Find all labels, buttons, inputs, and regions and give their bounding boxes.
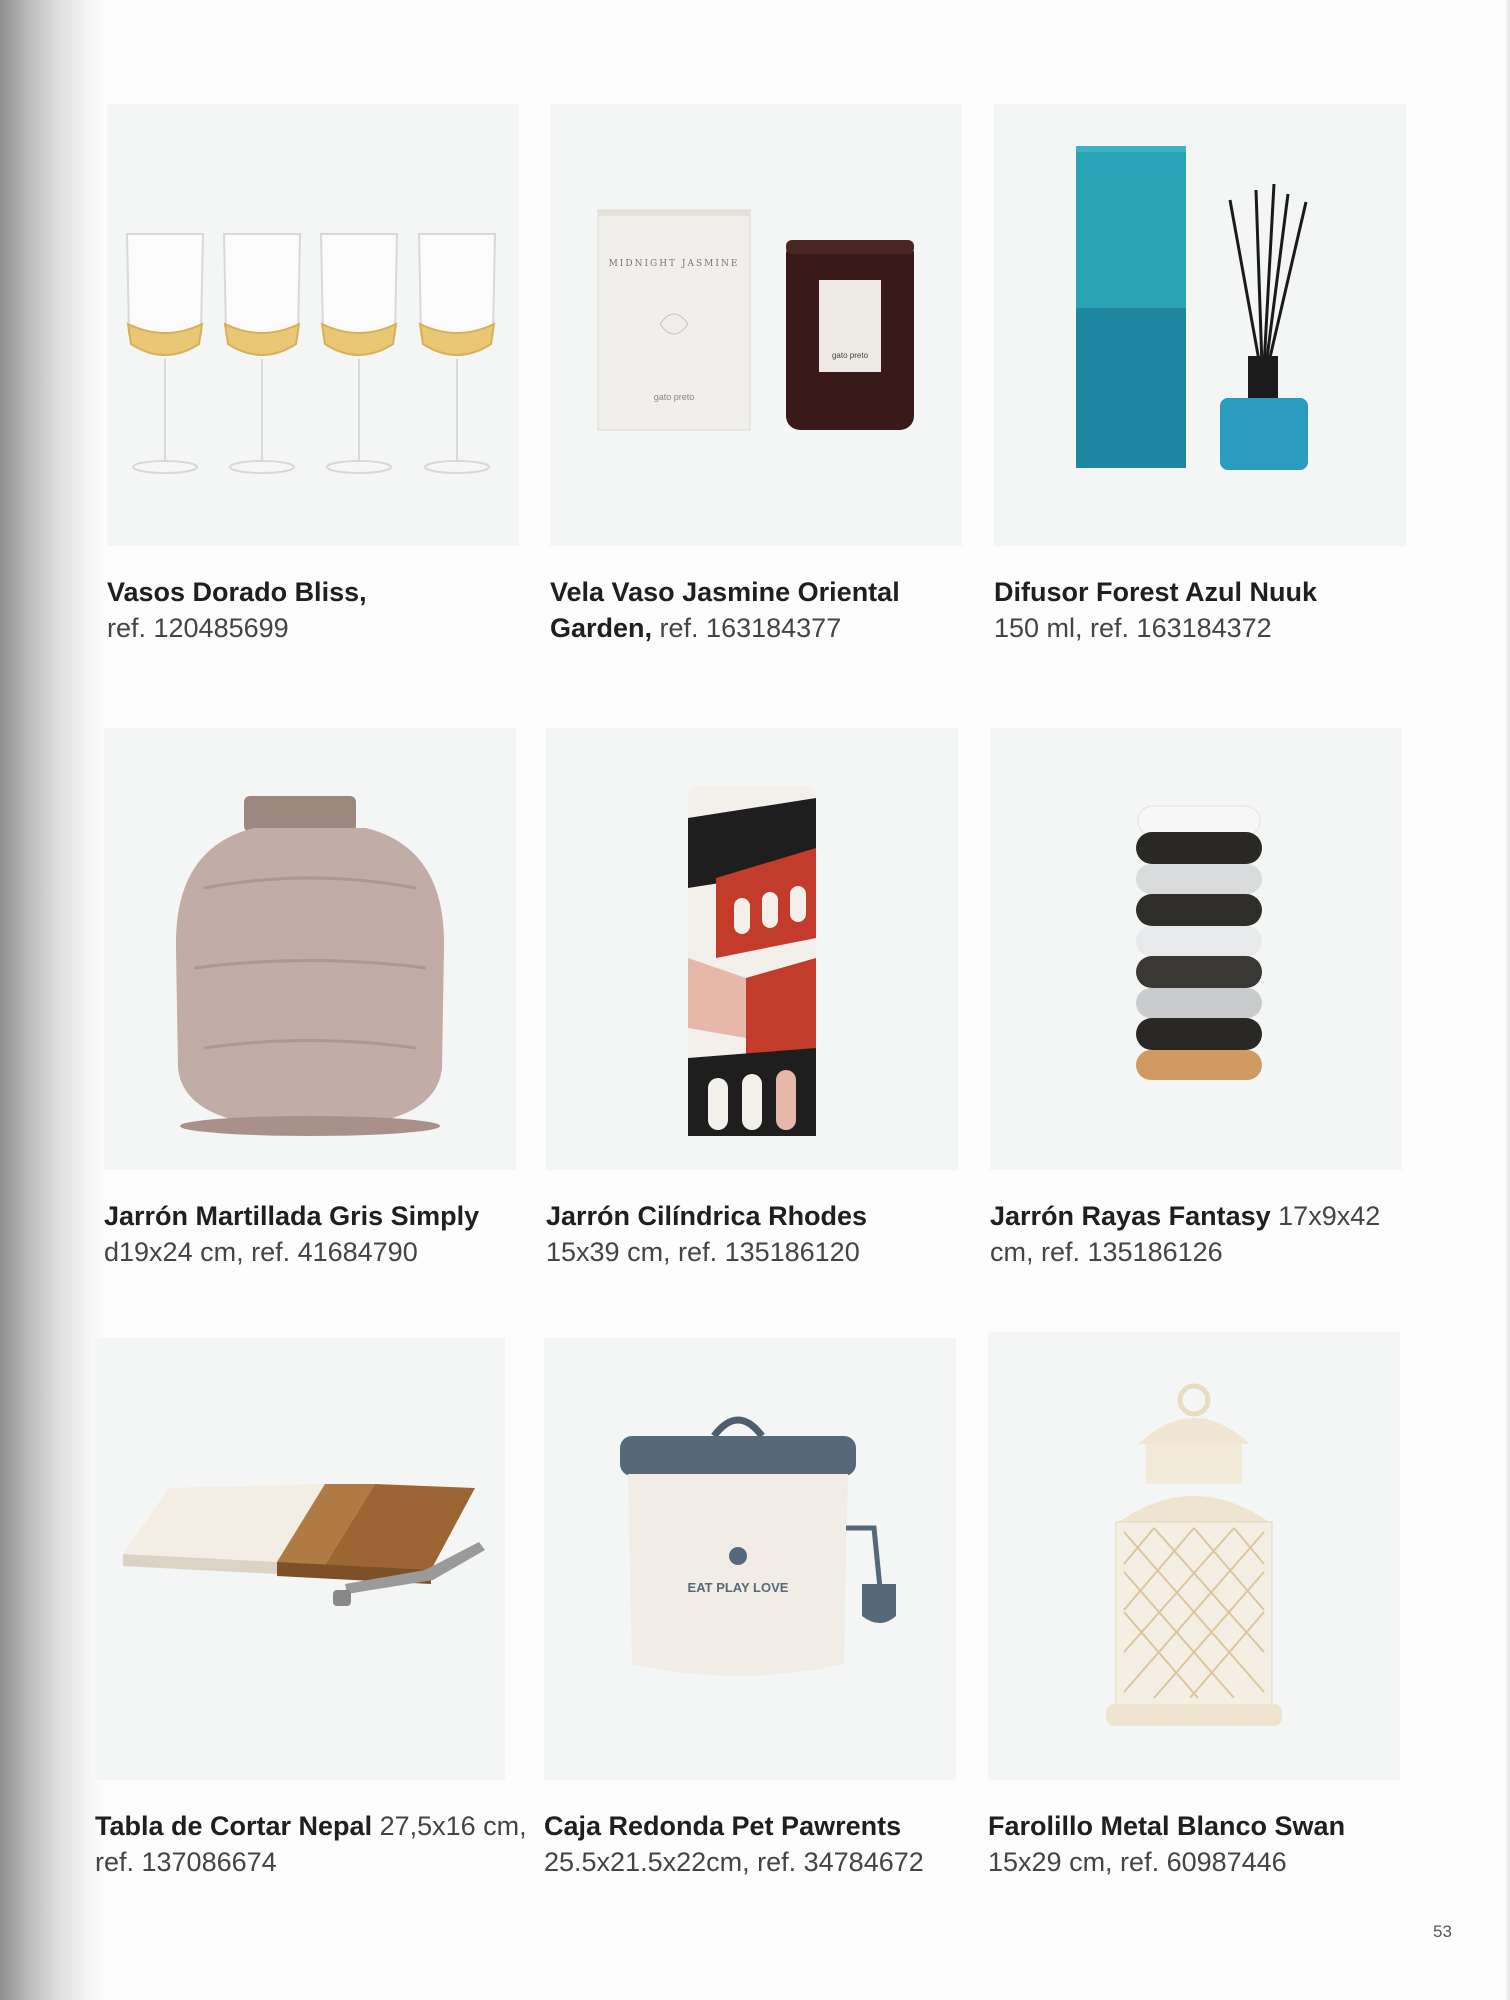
product-photo-glasses	[107, 104, 519, 546]
product-name: Caja Redonda Pet Pawrents	[544, 1811, 902, 1841]
jar-brand-text: gato preto	[831, 351, 869, 360]
striped-vase-illustration	[990, 728, 1402, 1170]
product-photo-diffuser	[994, 104, 1406, 546]
product-detail: ref. 120485699	[107, 613, 289, 643]
wine-glasses-illustration	[107, 104, 519, 546]
hammered-vase-illustration	[104, 728, 516, 1170]
product-name: Jarrón Rayas Fantasy	[990, 1201, 1271, 1231]
candle-illustration	[550, 104, 962, 546]
product-detail: 15x29 cm, ref. 60987446	[988, 1847, 1287, 1877]
product-caption	[107, 574, 547, 646]
cylinder-vase-illustration	[546, 728, 958, 1170]
product-name: Farolillo Metal Blanco Swan	[988, 1811, 1346, 1841]
product-photo-lantern	[988, 1332, 1400, 1780]
lantern-illustration	[988, 1332, 1400, 1774]
product-name: Tabla de Cortar Nepal	[95, 1811, 373, 1841]
tin-text: EAT PLAY LOVE	[687, 1580, 789, 1595]
page-edge	[1504, 0, 1510, 2000]
diffuser-illustration	[994, 104, 1406, 546]
product-caption	[550, 574, 990, 646]
product-detail: 27,5x16 cm, ref. 137086674	[95, 1811, 527, 1877]
product-detail: ref. 163184377	[659, 613, 842, 643]
product-name: Vela Vaso Jasmine Oriental Garden,	[550, 577, 900, 643]
book-spine-shadow	[0, 0, 105, 2000]
product-caption	[994, 574, 1434, 646]
product-caption	[544, 1808, 984, 1880]
product-detail: d19x24 cm, ref. 41684790	[104, 1237, 418, 1267]
product-photo-hammered-vase	[104, 728, 516, 1170]
product-caption	[95, 1808, 535, 1880]
product-caption	[104, 1198, 544, 1270]
product-photo-pet-tin	[544, 1338, 956, 1780]
product-name: Jarrón Cilíndrica Rhodes	[546, 1201, 868, 1231]
box-label-text: MIDNIGHT JASMINE	[608, 259, 740, 269]
product-photo-cutting-board	[95, 1338, 505, 1780]
product-photo-cylinder-vase	[546, 728, 958, 1170]
product-detail: 17x9x42 cm, ref. 135186126	[990, 1201, 1381, 1267]
product-caption	[988, 1808, 1428, 1880]
product-detail: 25.5x21.5x22cm, ref. 34784672	[544, 1847, 924, 1877]
product-caption	[990, 1198, 1430, 1270]
product-detail: 15x39 cm, ref. 135186120	[546, 1237, 860, 1267]
product-photo-candle	[550, 104, 962, 546]
box-brand-text: gato preto	[653, 392, 695, 402]
page-number: 53	[1433, 1922, 1452, 1941]
cutting-board-illustration	[95, 1338, 505, 1780]
product-name: Vasos Dorado Bliss,	[107, 577, 367, 607]
product-name: Jarrón Martillada Gris Simply	[104, 1201, 480, 1231]
product-caption	[546, 1198, 986, 1270]
product-name: Difusor Forest Azul Nuuk	[994, 577, 1318, 607]
product-detail: 150 ml, ref. 163184372	[994, 613, 1272, 643]
pet-tin-illustration	[544, 1338, 956, 1780]
product-photo-striped-vase	[990, 728, 1402, 1170]
